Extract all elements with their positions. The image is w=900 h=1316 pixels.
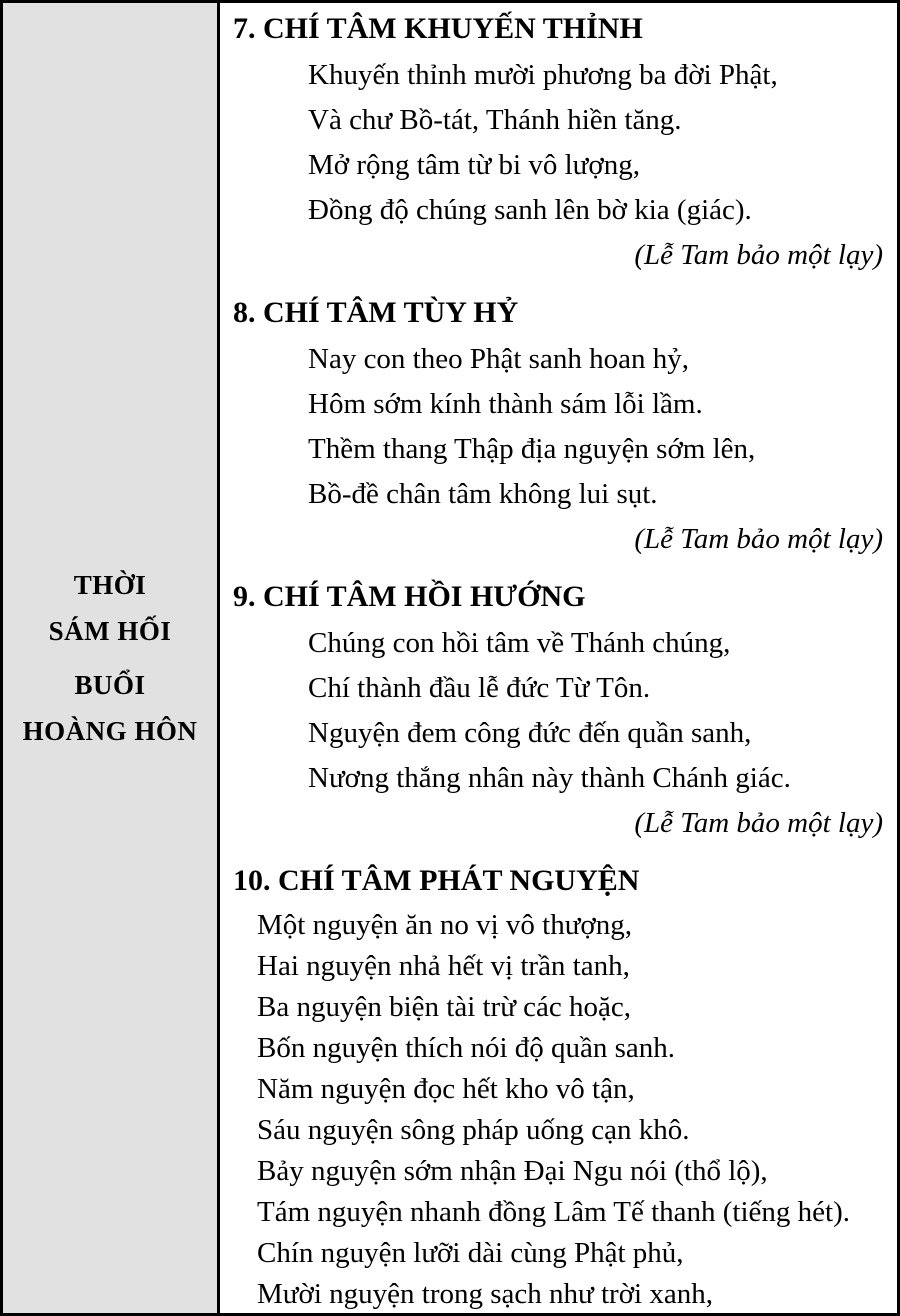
- verse-line: Thềm thang Thập địa nguyện sớm lên,: [308, 433, 756, 465]
- section-heading: 7. CHÍ TÂM KHUYẾN THỈNH: [233, 12, 643, 45]
- verse-line: Chí thành đầu lễ đức Từ Tôn.: [308, 672, 651, 704]
- verse-line: Mở rộng tâm từ bi vô lượng,: [308, 149, 640, 181]
- verse-line: Mười nguyện trong sạch như trời xanh,: [257, 1278, 713, 1310]
- verse-line: Bảy nguyện sớm nhận Đại Ngu nói (thổ lộ),: [257, 1155, 768, 1187]
- section-8: [233, 289, 885, 562]
- section-heading: 8. CHÍ TÂM TÙY HỶ: [233, 296, 519, 329]
- content-area: [220, 3, 897, 1313]
- verse-line: Nguyện đem công đức đến quần sanh,: [308, 717, 752, 749]
- bow-note: (Lễ Tam bảo một lạy): [634, 523, 883, 555]
- verse-line: Và chư Bồ-tát, Thánh hiền tăng.: [308, 104, 682, 136]
- section-heading: 10. CHÍ TÂM PHÁT NGUYỆN: [233, 864, 640, 897]
- verse-line: Hai nguyện nhả hết vị trần tanh,: [257, 950, 630, 982]
- verse-line: Một nguyện ăn no vị vô thượng,: [257, 909, 633, 941]
- sidebar: [3, 3, 220, 1313]
- sidebar-title-line: THỜI: [73, 570, 147, 600]
- verse-line: Bốn nguyện thích nói độ quần sanh.: [257, 1032, 676, 1064]
- bow-note: (Lễ Tam bảo một lạy): [634, 807, 883, 839]
- verse-line: Nay con theo Phật sanh hoan hỷ,: [308, 343, 689, 375]
- verse-line: Tám nguyện nhanh đồng Lâm Tế thanh (tiếng hét).: [257, 1196, 850, 1228]
- sidebar-title-line: HOÀNG HÔN: [22, 716, 198, 746]
- sidebar-title-line: BUỔI: [74, 670, 146, 700]
- verse-line: Chín nguyện lưỡi dài cùng Phật phủ,: [257, 1237, 684, 1269]
- bow-note: (Lễ Tam bảo một lạy): [634, 239, 883, 271]
- verse-line: Khuyến thỉnh mười phương ba đời Phật,: [308, 59, 778, 91]
- verse-line: Bồ-đề chân tâm không lui sụt.: [308, 478, 658, 510]
- verse-line: Hôm sớm kính thành sám lỗi lầm.: [308, 388, 703, 420]
- verse-line: Ba nguyện biện tài trừ các hoặc,: [257, 991, 632, 1023]
- section-10: [233, 857, 885, 1313]
- sidebar-title-line: SÁM HỐI: [48, 616, 172, 646]
- verse-line: Năm nguyện đọc hết kho vô tận,: [257, 1073, 635, 1105]
- section-9: [233, 573, 885, 846]
- section-heading: 9. CHÍ TÂM HỒI HƯỚNG: [233, 580, 586, 613]
- section-7: [233, 5, 885, 278]
- verse-line: Đồng độ chúng sanh lên bờ kia (giác).: [308, 194, 752, 226]
- verse-line: Nương thắng nhân này thành Chánh giác.: [308, 762, 791, 794]
- verse-line: Sáu nguyện sông pháp uống cạn khô.: [257, 1114, 690, 1146]
- verse-line: Chúng con hồi tâm về Thánh chúng,: [308, 627, 731, 659]
